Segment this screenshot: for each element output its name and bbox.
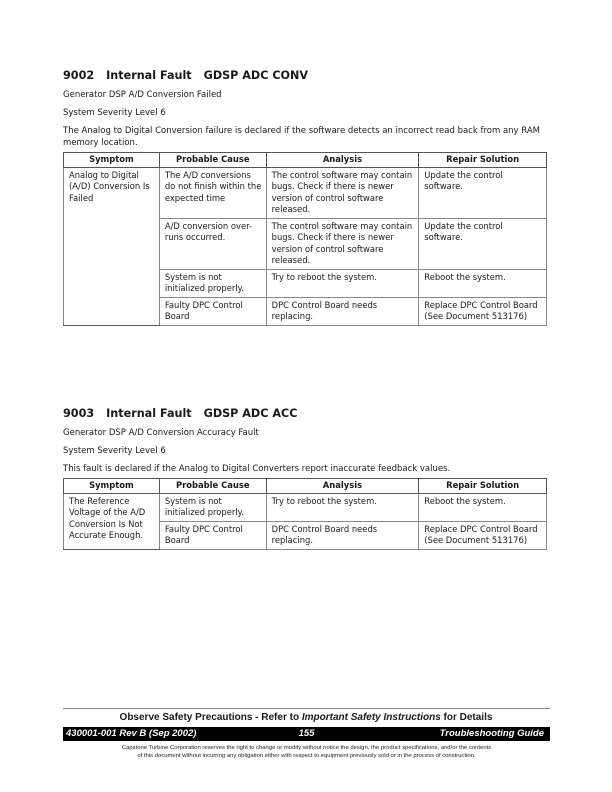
safety-instructions-reference: Important Safety Instructions bbox=[301, 712, 441, 723]
page-number: 155 bbox=[298, 728, 315, 739]
safety-notice-suffix: for Details bbox=[440, 712, 493, 723]
fault-description: This fault is declared if the Analog to Digital Converters report inaccurate feedback values. bbox=[63, 464, 451, 474]
repair-cell: Reboot the system. bbox=[419, 493, 547, 521]
fault-type: Internal Fault bbox=[106, 69, 192, 82]
cause-cell: Faulty DPC Control Board bbox=[159, 297, 266, 325]
fault-description-title: Generator DSP A/D Conversion Failed bbox=[63, 90, 222, 100]
fault-section-9002 bbox=[63, 69, 550, 326]
severity-level: System Severity Level 6 bbox=[63, 108, 166, 118]
header-analysis: Analysis bbox=[266, 153, 419, 168]
repair-cell: Update the control software. bbox=[419, 218, 547, 269]
repair-cell: Reboot the system. bbox=[419, 269, 547, 297]
analysis-cell: Try to reboot the system. bbox=[266, 493, 419, 521]
safety-notice bbox=[0, 712, 612, 723]
cause-cell: Faulty DPC Control Board bbox=[159, 521, 266, 549]
table-header-row bbox=[64, 153, 547, 168]
header-repair-solution: Repair Solution bbox=[419, 479, 547, 494]
repair-cell: Replace DPC Control Board (See Document 513176) bbox=[419, 297, 547, 325]
analysis-cell: DPC Control Board needs replacing. bbox=[266, 521, 419, 549]
cause-cell: The A/D conversions do not finish within the expected time bbox=[159, 167, 266, 218]
legal-line-2: of this document without incurring any obligation either with respect to equipment previously sold or in the process of construction. bbox=[137, 753, 476, 759]
table-row bbox=[64, 167, 547, 218]
troubleshooting-table bbox=[63, 478, 547, 550]
fault-description: The Analog to Digital Conversion failure is declared if the software detects an incorrect read back from any RAM memory location. bbox=[63, 126, 541, 148]
fault-name: GDSP ADC ACC bbox=[203, 407, 298, 420]
symptom-cell: Analog to Digital (A/D) Conversion Is Failed bbox=[64, 167, 160, 325]
footer-bar bbox=[63, 727, 550, 741]
cause-cell: A/D conversion over-runs occurred. bbox=[159, 218, 266, 269]
header-probable-cause: Probable Cause bbox=[159, 153, 266, 168]
table-row bbox=[64, 493, 547, 521]
header-repair-solution: Repair Solution bbox=[419, 153, 547, 168]
legal-notice bbox=[63, 744, 550, 760]
repair-cell: Update the control software. bbox=[419, 167, 547, 218]
repair-cell: Replace DPC Control Board (See Document 513176) bbox=[419, 521, 547, 549]
document-id: 430001-001 Rev B (Sep 2002) bbox=[66, 728, 197, 739]
header-analysis: Analysis bbox=[266, 479, 419, 494]
header-symptom: Symptom bbox=[64, 153, 160, 168]
header-symptom: Symptom bbox=[64, 479, 160, 494]
cause-cell: System is not initialized properly. bbox=[159, 269, 266, 297]
fault-code: 9002 bbox=[63, 69, 95, 82]
cause-cell: System is not initialized properly. bbox=[159, 493, 266, 521]
fault-section-9003 bbox=[63, 407, 550, 550]
fault-name: GDSP ADC CONV bbox=[203, 69, 309, 82]
severity-level: System Severity Level 6 bbox=[63, 446, 166, 456]
troubleshooting-table bbox=[63, 152, 547, 326]
footer-divider bbox=[63, 708, 550, 709]
analysis-cell: DPC Control Board needs replacing. bbox=[266, 297, 419, 325]
analysis-cell: The control software may contain bugs. Check if there is newer version of control software released. bbox=[266, 167, 419, 218]
section-title bbox=[63, 407, 550, 421]
fault-description-title: Generator DSP A/D Conversion Accuracy Fault bbox=[63, 428, 259, 438]
symptom-cell: The Reference Voltage of the A/D Conversion Is Not Accurate Enough. bbox=[64, 493, 160, 549]
table-header-row bbox=[64, 479, 547, 494]
analysis-cell: The control software may contain bugs. Check if there is newer version of control software released. bbox=[266, 218, 419, 269]
analysis-cell: Try to reboot the system. bbox=[266, 269, 419, 297]
fault-code: 9003 bbox=[63, 407, 95, 420]
header-probable-cause: Probable Cause bbox=[159, 479, 266, 494]
fault-type: Internal Fault bbox=[106, 407, 192, 420]
safety-notice-prefix: Observe Safety Precautions - Refer to bbox=[119, 712, 302, 723]
legal-line-1: Capstone Turbine Corporation reserves the right to change or modify without notice the design, the product specifications, and/or the contents bbox=[121, 745, 492, 751]
guide-title: Troubleshooting Guide bbox=[439, 728, 544, 739]
section-title bbox=[63, 69, 550, 83]
